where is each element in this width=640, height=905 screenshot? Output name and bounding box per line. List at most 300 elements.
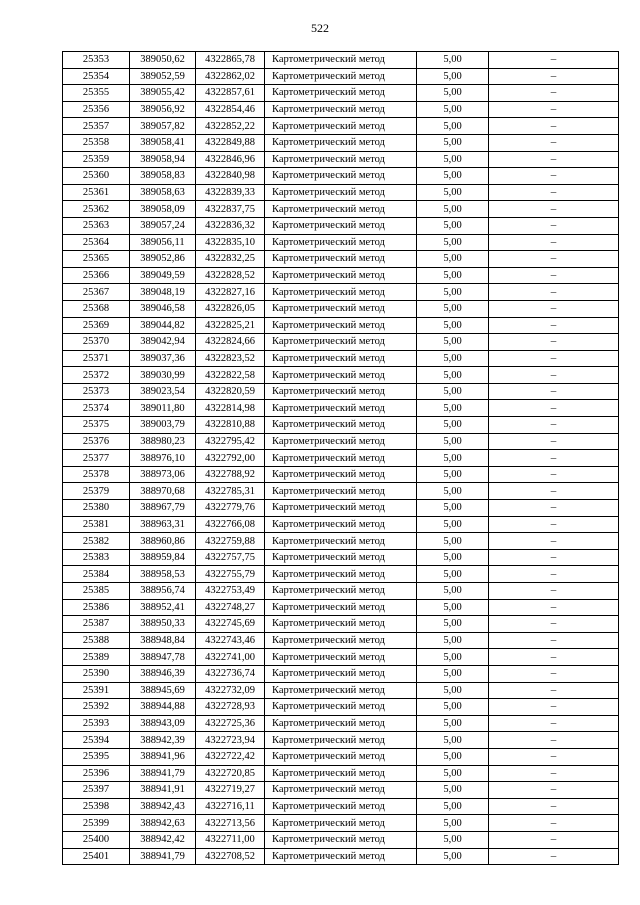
- accuracy-cell: 5,00: [417, 599, 489, 616]
- method-cell: Картометрический метод: [265, 782, 417, 799]
- point-number-cell: 25365: [63, 251, 130, 268]
- x-coordinate-cell: 388942,63: [130, 815, 196, 832]
- table-row: [63, 831, 619, 848]
- y-coordinate-cell: 4322741,00: [196, 649, 265, 666]
- x-coordinate-cell: 388970,68: [130, 483, 196, 500]
- x-coordinate-cell: 388958,53: [130, 566, 196, 583]
- method-cell: Картометрический метод: [265, 516, 417, 533]
- table-row: [63, 748, 619, 765]
- x-coordinate-cell: 388952,41: [130, 599, 196, 616]
- x-coordinate-cell: 389052,59: [130, 68, 196, 85]
- table-row: [63, 699, 619, 716]
- accuracy-cell: 5,00: [417, 466, 489, 483]
- x-coordinate-cell: 389049,59: [130, 267, 196, 284]
- method-cell: Картометрический метод: [265, 583, 417, 600]
- method-cell: Картометрический метод: [265, 151, 417, 168]
- point-number-cell: 25368: [63, 300, 130, 317]
- point-number-cell: 25387: [63, 616, 130, 633]
- point-number-cell: 25355: [63, 85, 130, 102]
- x-coordinate-cell: 389055,42: [130, 85, 196, 102]
- note-cell: –: [489, 433, 619, 450]
- x-coordinate-cell: 389057,24: [130, 217, 196, 234]
- method-cell: Картометрический метод: [265, 848, 417, 865]
- point-number-cell: 25398: [63, 798, 130, 815]
- accuracy-cell: 5,00: [417, 699, 489, 716]
- accuracy-cell: 5,00: [417, 715, 489, 732]
- note-cell: –: [489, 151, 619, 168]
- y-coordinate-cell: 4322728,93: [196, 699, 265, 716]
- point-number-cell: 25364: [63, 234, 130, 251]
- point-number-cell: 25372: [63, 367, 130, 384]
- point-number-cell: 25401: [63, 848, 130, 865]
- table-row: [63, 217, 619, 234]
- x-coordinate-cell: 388959,84: [130, 549, 196, 566]
- y-coordinate-cell: 4322854,46: [196, 101, 265, 118]
- point-number-cell: 25391: [63, 682, 130, 699]
- y-coordinate-cell: 4322722,42: [196, 748, 265, 765]
- method-cell: Картометрический метод: [265, 168, 417, 185]
- method-cell: Картометрический метод: [265, 483, 417, 500]
- method-cell: Картометрический метод: [265, 682, 417, 699]
- note-cell: –: [489, 317, 619, 334]
- method-cell: Картометрический метод: [265, 267, 417, 284]
- table-row: [63, 201, 619, 218]
- x-coordinate-cell: 388980,23: [130, 433, 196, 450]
- table-row: [63, 350, 619, 367]
- note-cell: –: [489, 300, 619, 317]
- x-coordinate-cell: 388942,43: [130, 798, 196, 815]
- accuracy-cell: 5,00: [417, 516, 489, 533]
- y-coordinate-cell: 4322725,36: [196, 715, 265, 732]
- table-row: [63, 765, 619, 782]
- accuracy-cell: 5,00: [417, 549, 489, 566]
- accuracy-cell: 5,00: [417, 234, 489, 251]
- point-number-cell: 25380: [63, 500, 130, 517]
- method-cell: Картометрический метод: [265, 566, 417, 583]
- point-number-cell: 25394: [63, 732, 130, 749]
- y-coordinate-cell: 4322820,59: [196, 383, 265, 400]
- x-coordinate-cell: 389037,36: [130, 350, 196, 367]
- y-coordinate-cell: 4322814,98: [196, 400, 265, 417]
- table-row: [63, 649, 619, 666]
- x-coordinate-cell: 389023,54: [130, 383, 196, 400]
- method-cell: Картометрический метод: [265, 417, 417, 434]
- method-cell: Картометрический метод: [265, 317, 417, 334]
- point-number-cell: 25370: [63, 334, 130, 351]
- accuracy-cell: 5,00: [417, 400, 489, 417]
- x-coordinate-cell: 388942,39: [130, 732, 196, 749]
- y-coordinate-cell: 4322810,88: [196, 417, 265, 434]
- y-coordinate-cell: 4322753,49: [196, 583, 265, 600]
- table-row: [63, 815, 619, 832]
- accuracy-cell: 5,00: [417, 782, 489, 799]
- table-row: [63, 433, 619, 450]
- note-cell: –: [489, 350, 619, 367]
- method-cell: Картометрический метод: [265, 549, 417, 566]
- table-row: [63, 599, 619, 616]
- note-cell: –: [489, 566, 619, 583]
- table-row: [63, 583, 619, 600]
- table-row: [63, 168, 619, 185]
- method-cell: Картометрический метод: [265, 831, 417, 848]
- method-cell: Картометрический метод: [265, 234, 417, 251]
- y-coordinate-cell: 4322839,33: [196, 184, 265, 201]
- x-coordinate-cell: 389058,83: [130, 168, 196, 185]
- x-coordinate-cell: 388947,78: [130, 649, 196, 666]
- method-cell: Картометрический метод: [265, 52, 417, 69]
- y-coordinate-cell: 4322716,11: [196, 798, 265, 815]
- point-number-cell: 25399: [63, 815, 130, 832]
- y-coordinate-cell: 4322757,75: [196, 549, 265, 566]
- table-row: [63, 52, 619, 69]
- method-cell: Картометрический метод: [265, 616, 417, 633]
- method-cell: Картометрический метод: [265, 284, 417, 301]
- point-number-cell: 25358: [63, 134, 130, 151]
- accuracy-cell: 5,00: [417, 217, 489, 234]
- table-row: [63, 367, 619, 384]
- accuracy-cell: 5,00: [417, 317, 489, 334]
- y-coordinate-cell: 4322852,22: [196, 118, 265, 135]
- note-cell: –: [489, 815, 619, 832]
- y-coordinate-cell: 4322755,79: [196, 566, 265, 583]
- note-cell: –: [489, 632, 619, 649]
- x-coordinate-cell: 388945,69: [130, 682, 196, 699]
- point-number-cell: 25366: [63, 267, 130, 284]
- note-cell: –: [489, 599, 619, 616]
- point-number-cell: 25353: [63, 52, 130, 69]
- accuracy-cell: 5,00: [417, 151, 489, 168]
- point-number-cell: 25371: [63, 350, 130, 367]
- method-cell: Картометрический метод: [265, 450, 417, 467]
- accuracy-cell: 5,00: [417, 748, 489, 765]
- accuracy-cell: 5,00: [417, 184, 489, 201]
- x-coordinate-cell: 389058,09: [130, 201, 196, 218]
- method-cell: Картометрический метод: [265, 350, 417, 367]
- accuracy-cell: 5,00: [417, 632, 489, 649]
- y-coordinate-cell: 4322743,46: [196, 632, 265, 649]
- table-row: [63, 251, 619, 268]
- method-cell: Картометрический метод: [265, 300, 417, 317]
- table-row: [63, 665, 619, 682]
- y-coordinate-cell: 4322708,52: [196, 848, 265, 865]
- x-coordinate-cell: 388942,42: [130, 831, 196, 848]
- y-coordinate-cell: 4322711,00: [196, 831, 265, 848]
- table-row: [63, 151, 619, 168]
- accuracy-cell: 5,00: [417, 533, 489, 550]
- table-row: [63, 715, 619, 732]
- note-cell: –: [489, 466, 619, 483]
- table-row: [63, 848, 619, 865]
- x-coordinate-cell: 389046,58: [130, 300, 196, 317]
- table-row: [63, 118, 619, 135]
- note-cell: –: [489, 699, 619, 716]
- point-number-cell: 25369: [63, 317, 130, 334]
- y-coordinate-cell: 4322736,74: [196, 665, 265, 682]
- table-row: [63, 616, 619, 633]
- table-row: [63, 101, 619, 118]
- x-coordinate-cell: 388973,06: [130, 466, 196, 483]
- point-number-cell: 25376: [63, 433, 130, 450]
- method-cell: Картометрический метод: [265, 201, 417, 218]
- accuracy-cell: 5,00: [417, 118, 489, 135]
- accuracy-cell: 5,00: [417, 649, 489, 666]
- table-row: [63, 68, 619, 85]
- accuracy-cell: 5,00: [417, 732, 489, 749]
- note-cell: –: [489, 616, 619, 633]
- x-coordinate-cell: 388963,31: [130, 516, 196, 533]
- method-cell: Картометрический метод: [265, 68, 417, 85]
- y-coordinate-cell: 4322865,78: [196, 52, 265, 69]
- x-coordinate-cell: 388941,79: [130, 765, 196, 782]
- point-number-cell: 25400: [63, 831, 130, 848]
- accuracy-cell: 5,00: [417, 831, 489, 848]
- note-cell: –: [489, 284, 619, 301]
- accuracy-cell: 5,00: [417, 85, 489, 102]
- point-number-cell: 25396: [63, 765, 130, 782]
- table-row: [63, 533, 619, 550]
- y-coordinate-cell: 4322745,69: [196, 616, 265, 633]
- point-number-cell: 25395: [63, 748, 130, 765]
- y-coordinate-cell: 4322788,92: [196, 466, 265, 483]
- note-cell: –: [489, 748, 619, 765]
- x-coordinate-cell: 389003,79: [130, 417, 196, 434]
- note-cell: –: [489, 715, 619, 732]
- point-number-cell: 25383: [63, 549, 130, 566]
- method-cell: Картометрический метод: [265, 184, 417, 201]
- y-coordinate-cell: 4322862,02: [196, 68, 265, 85]
- x-coordinate-cell: 389052,86: [130, 251, 196, 268]
- note-cell: –: [489, 848, 619, 865]
- y-coordinate-cell: 4322840,98: [196, 168, 265, 185]
- accuracy-cell: 5,00: [417, 566, 489, 583]
- y-coordinate-cell: 4322828,52: [196, 267, 265, 284]
- method-cell: Картометрический метод: [265, 400, 417, 417]
- note-cell: –: [489, 168, 619, 185]
- y-coordinate-cell: 4322836,32: [196, 217, 265, 234]
- y-coordinate-cell: 4322824,66: [196, 334, 265, 351]
- note-cell: –: [489, 267, 619, 284]
- note-cell: –: [489, 400, 619, 417]
- accuracy-cell: 5,00: [417, 815, 489, 832]
- note-cell: –: [489, 383, 619, 400]
- note-cell: –: [489, 516, 619, 533]
- accuracy-cell: 5,00: [417, 300, 489, 317]
- note-cell: –: [489, 583, 619, 600]
- table-row: [63, 732, 619, 749]
- y-coordinate-cell: 4322837,75: [196, 201, 265, 218]
- y-coordinate-cell: 4322792,00: [196, 450, 265, 467]
- note-cell: –: [489, 831, 619, 848]
- accuracy-cell: 5,00: [417, 367, 489, 384]
- accuracy-cell: 5,00: [417, 583, 489, 600]
- method-cell: Картометрический метод: [265, 500, 417, 517]
- y-coordinate-cell: 4322827,16: [196, 284, 265, 301]
- method-cell: Картометрический метод: [265, 118, 417, 135]
- method-cell: Картометрический метод: [265, 367, 417, 384]
- x-coordinate-cell: 389058,63: [130, 184, 196, 201]
- y-coordinate-cell: 4322826,05: [196, 300, 265, 317]
- method-cell: Картометрический метод: [265, 815, 417, 832]
- y-coordinate-cell: 4322759,88: [196, 533, 265, 550]
- table-row: [63, 134, 619, 151]
- note-cell: –: [489, 417, 619, 434]
- note-cell: –: [489, 134, 619, 151]
- table-row: [63, 417, 619, 434]
- table-row: [63, 549, 619, 566]
- accuracy-cell: 5,00: [417, 52, 489, 69]
- y-coordinate-cell: 4322822,58: [196, 367, 265, 384]
- point-number-cell: 25354: [63, 68, 130, 85]
- accuracy-cell: 5,00: [417, 134, 489, 151]
- accuracy-cell: 5,00: [417, 68, 489, 85]
- point-number-cell: 25384: [63, 566, 130, 583]
- x-coordinate-cell: 389057,82: [130, 118, 196, 135]
- point-number-cell: 25363: [63, 217, 130, 234]
- note-cell: –: [489, 765, 619, 782]
- y-coordinate-cell: 4322835,10: [196, 234, 265, 251]
- method-cell: Картометрический метод: [265, 765, 417, 782]
- table-row: [63, 632, 619, 649]
- method-cell: Картометрический метод: [265, 334, 417, 351]
- accuracy-cell: 5,00: [417, 383, 489, 400]
- y-coordinate-cell: 4322720,85: [196, 765, 265, 782]
- point-number-cell: 25360: [63, 168, 130, 185]
- note-cell: –: [489, 68, 619, 85]
- note-cell: –: [489, 251, 619, 268]
- y-coordinate-cell: 4322732,09: [196, 682, 265, 699]
- note-cell: –: [489, 500, 619, 517]
- table-row: [63, 450, 619, 467]
- table-row: [63, 300, 619, 317]
- table-row: [63, 267, 619, 284]
- accuracy-cell: 5,00: [417, 251, 489, 268]
- accuracy-cell: 5,00: [417, 417, 489, 434]
- accuracy-cell: 5,00: [417, 350, 489, 367]
- note-cell: –: [489, 483, 619, 500]
- x-coordinate-cell: 388941,79: [130, 848, 196, 865]
- x-coordinate-cell: 388967,79: [130, 500, 196, 517]
- x-coordinate-cell: 389044,82: [130, 317, 196, 334]
- y-coordinate-cell: 4322719,27: [196, 782, 265, 799]
- table-row: [63, 85, 619, 102]
- x-coordinate-cell: 388944,88: [130, 699, 196, 716]
- accuracy-cell: 5,00: [417, 267, 489, 284]
- point-number-cell: 25390: [63, 665, 130, 682]
- point-number-cell: 25389: [63, 649, 130, 666]
- accuracy-cell: 5,00: [417, 665, 489, 682]
- table-body: [63, 52, 619, 865]
- note-cell: –: [489, 665, 619, 682]
- x-coordinate-cell: 389030,99: [130, 367, 196, 384]
- method-cell: Картометрический метод: [265, 251, 417, 268]
- point-number-cell: 25397: [63, 782, 130, 799]
- x-coordinate-cell: 389011,80: [130, 400, 196, 417]
- x-coordinate-cell: 389058,94: [130, 151, 196, 168]
- table-row: [63, 798, 619, 815]
- point-number-cell: 25377: [63, 450, 130, 467]
- point-number-cell: 25378: [63, 466, 130, 483]
- table-row: [63, 383, 619, 400]
- x-coordinate-cell: 389056,11: [130, 234, 196, 251]
- table-row: [63, 566, 619, 583]
- point-number-cell: 25392: [63, 699, 130, 716]
- method-cell: Картометрический метод: [265, 599, 417, 616]
- method-cell: Картометрический метод: [265, 715, 417, 732]
- x-coordinate-cell: 388956,74: [130, 583, 196, 600]
- x-coordinate-cell: 388976,10: [130, 450, 196, 467]
- y-coordinate-cell: 4322795,42: [196, 433, 265, 450]
- accuracy-cell: 5,00: [417, 616, 489, 633]
- point-number-cell: 25359: [63, 151, 130, 168]
- accuracy-cell: 5,00: [417, 201, 489, 218]
- y-coordinate-cell: 4322825,21: [196, 317, 265, 334]
- point-number-cell: 25382: [63, 533, 130, 550]
- point-number-cell: 25385: [63, 583, 130, 600]
- note-cell: –: [489, 234, 619, 251]
- point-number-cell: 25379: [63, 483, 130, 500]
- table-row: [63, 334, 619, 351]
- note-cell: –: [489, 334, 619, 351]
- method-cell: Картометрический метод: [265, 433, 417, 450]
- x-coordinate-cell: 389056,92: [130, 101, 196, 118]
- method-cell: Картометрический метод: [265, 533, 417, 550]
- method-cell: Картометрический метод: [265, 665, 417, 682]
- point-number-cell: 25373: [63, 383, 130, 400]
- accuracy-cell: 5,00: [417, 765, 489, 782]
- note-cell: –: [489, 649, 619, 666]
- y-coordinate-cell: 4322846,96: [196, 151, 265, 168]
- note-cell: –: [489, 184, 619, 201]
- note-cell: –: [489, 549, 619, 566]
- note-cell: –: [489, 118, 619, 135]
- accuracy-cell: 5,00: [417, 798, 489, 815]
- y-coordinate-cell: 4322766,08: [196, 516, 265, 533]
- x-coordinate-cell: 388960,86: [130, 533, 196, 550]
- coordinates-table: [62, 51, 619, 865]
- point-number-cell: 25386: [63, 599, 130, 616]
- y-coordinate-cell: 4322723,94: [196, 732, 265, 749]
- accuracy-cell: 5,00: [417, 168, 489, 185]
- accuracy-cell: 5,00: [417, 433, 489, 450]
- point-number-cell: 25362: [63, 201, 130, 218]
- table-row: [63, 317, 619, 334]
- x-coordinate-cell: 388946,39: [130, 665, 196, 682]
- x-coordinate-cell: 388941,91: [130, 782, 196, 799]
- note-cell: –: [489, 682, 619, 699]
- table-row: [63, 400, 619, 417]
- note-cell: –: [489, 367, 619, 384]
- x-coordinate-cell: 388948,84: [130, 632, 196, 649]
- method-cell: Картометрический метод: [265, 732, 417, 749]
- method-cell: Картометрический метод: [265, 748, 417, 765]
- method-cell: Картометрический метод: [265, 383, 417, 400]
- table-row: [63, 466, 619, 483]
- x-coordinate-cell: 388950,33: [130, 616, 196, 633]
- method-cell: Картометрический метод: [265, 217, 417, 234]
- y-coordinate-cell: 4322857,61: [196, 85, 265, 102]
- y-coordinate-cell: 4322849,88: [196, 134, 265, 151]
- y-coordinate-cell: 4322779,76: [196, 500, 265, 517]
- table-row: [63, 682, 619, 699]
- point-number-cell: 25374: [63, 400, 130, 417]
- note-cell: –: [489, 533, 619, 550]
- point-number-cell: 25393: [63, 715, 130, 732]
- page-number: 522: [311, 21, 329, 35]
- note-cell: –: [489, 782, 619, 799]
- point-number-cell: 25357: [63, 118, 130, 135]
- note-cell: –: [489, 52, 619, 69]
- x-coordinate-cell: 388941,96: [130, 748, 196, 765]
